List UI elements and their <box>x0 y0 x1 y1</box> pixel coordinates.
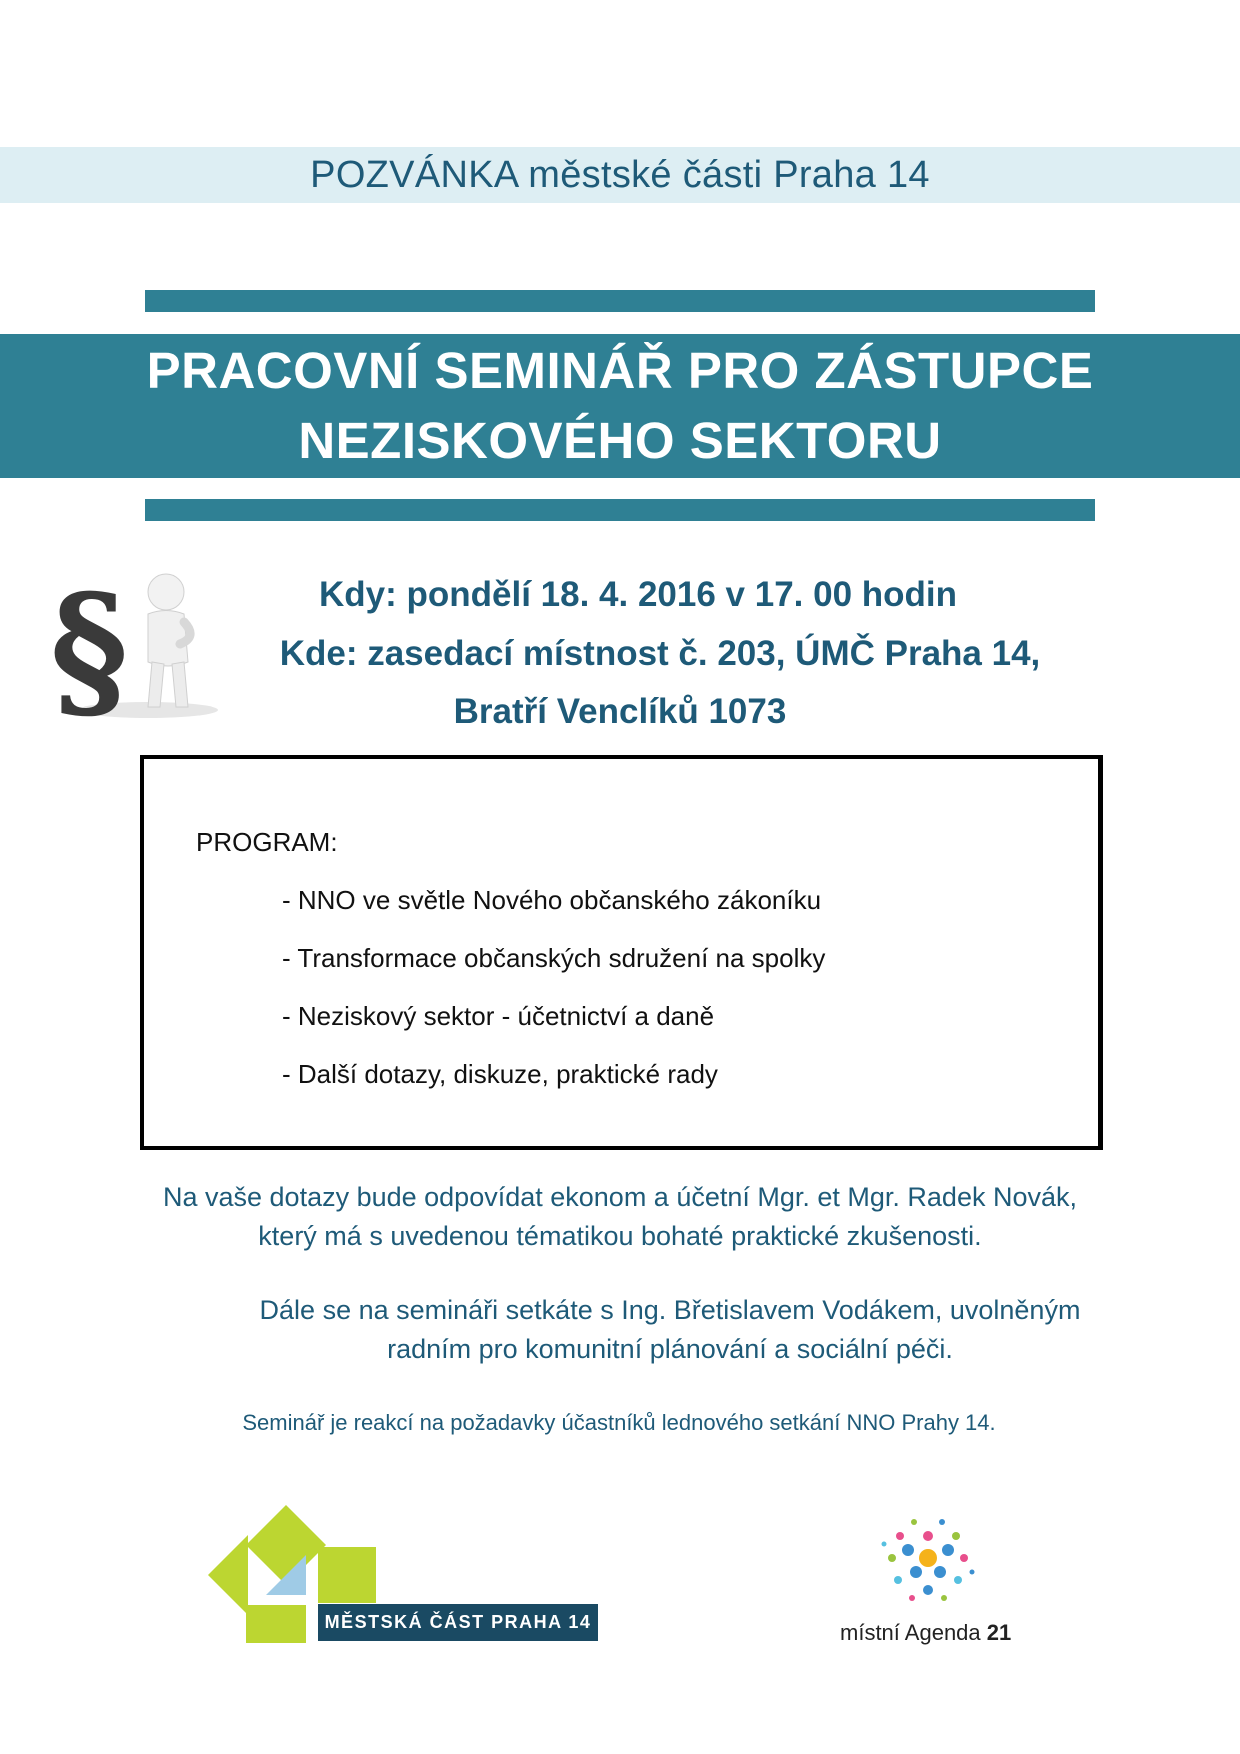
seminar-note: Seminář je reakcí na požadavky účastníků lednového setkání NNO Prahy 14. <box>242 1410 996 1435</box>
invitation-text: POZVÁNKA městské části Praha 14 <box>310 153 930 196</box>
praha14-logo-label: MĚSTSKÁ ČÁST PRAHA 14 <box>318 1604 598 1641</box>
title-line-1: PRACOVNÍ SEMINÁŘ PRO ZÁSTUPCE <box>146 342 1094 399</box>
councillor-paragraph-line-2: radním pro komunitní plánování a sociální péči. <box>387 1334 953 1364</box>
event-when: Kdy: pondělí 18. 4. 2016 v 17. 00 hodin <box>319 575 957 614</box>
invitation-band <box>0 147 1240 203</box>
councillor-paragraph-line-1: Dále se na semináři setkáte s Ing. Břetislavem Vodákem, uvolněným <box>259 1295 1081 1325</box>
top-rule <box>145 290 1095 312</box>
title-band <box>0 334 1240 478</box>
program-box <box>140 755 1103 1150</box>
program-item: - NNO ve světle Nového občanského zákoníku <box>282 885 822 915</box>
program-item: - Transformace občanských sdružení na spolky <box>282 943 826 973</box>
title-line-2: NEZISKOVÉHO SEKTORU <box>298 412 942 469</box>
bottom-rule <box>145 499 1095 521</box>
agenda21-dots-icon <box>878 1510 978 1610</box>
event-address: Bratří Venclíků 1073 <box>453 692 787 731</box>
speaker-paragraph-line-1: Na vaše dotazy bude odpovídat ekonom a účetní Mgr. et Mgr. Radek Novák, <box>162 1182 1078 1212</box>
speaker-paragraph-line-2: který má s uvedenou tématikou bohaté praktické zkušenosti. <box>258 1221 982 1251</box>
svg-text:§: § <box>50 562 129 722</box>
program-item: - Další dotazy, diskuze, praktické rady <box>282 1059 718 1089</box>
agenda21-label: místní Agenda 21 <box>840 1620 1012 1645</box>
program-title: PROGRAM: <box>196 827 338 857</box>
program-item: - Neziskový sektor - účetnictví a daně <box>282 1001 715 1031</box>
event-where: Kde: zasedací místnost č. 203, ÚMČ Praha 14, <box>279 634 1041 673</box>
